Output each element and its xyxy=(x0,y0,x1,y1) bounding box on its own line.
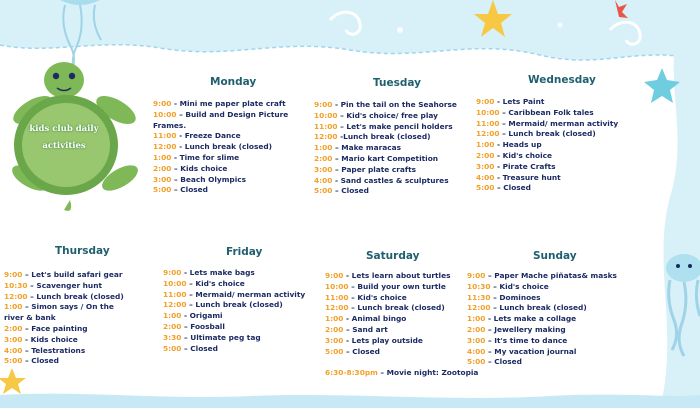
day-title-tuesday: Tuesday xyxy=(373,77,421,89)
activity-text: - Lets make a collage xyxy=(485,314,577,324)
activity-item xyxy=(163,290,305,301)
activity-item xyxy=(314,165,457,176)
activity-text: – Closed xyxy=(171,185,208,195)
activity-time: 1:00 xyxy=(476,140,495,150)
activity-item xyxy=(467,314,617,325)
activity-text: - Kid's choice xyxy=(494,150,553,160)
activity-time: 2:00 xyxy=(4,323,23,333)
activity-item xyxy=(476,119,618,130)
activity-text: – Make maracas xyxy=(332,143,401,153)
activity-text: – Telestrations xyxy=(22,345,86,355)
activity-text: – Closed xyxy=(22,356,59,366)
activity-item xyxy=(153,99,288,110)
activity-text: – Ultimate peg tag xyxy=(181,332,261,342)
day-title-sunday: Sunday xyxy=(533,250,577,262)
activity-time: 2:00 xyxy=(314,153,333,163)
activity-time: 9:00 xyxy=(4,270,23,279)
activity-text: - Lets play outside xyxy=(343,335,423,345)
activity-time: 12:00 xyxy=(314,132,338,142)
activity-text: - Animal bingo xyxy=(343,314,407,324)
activity-item xyxy=(153,153,288,164)
activity-text: - Sand castles & sculptures xyxy=(332,175,449,185)
activity-item xyxy=(314,122,457,133)
activity-time: 3:00 xyxy=(314,164,333,174)
activity-text: - Freeze Dance xyxy=(176,131,241,141)
activity-item xyxy=(325,347,450,358)
activity-time: 12:00 xyxy=(163,300,187,310)
activity-item xyxy=(325,336,450,347)
activity-time: 12:00 xyxy=(476,129,500,139)
activity-time: 2:00 xyxy=(467,324,486,334)
activity-time: 2:00 xyxy=(153,163,172,173)
activity-item xyxy=(163,300,305,311)
activity-time: 5:00 xyxy=(314,186,333,196)
activity-time: 10:00 xyxy=(153,109,177,119)
activity-item xyxy=(163,344,305,355)
activity-time: 11:00 xyxy=(153,131,177,141)
activity-text: - Lets make bags xyxy=(181,268,255,277)
activity-time: 12:00 xyxy=(467,303,491,313)
day-title-monday: Monday xyxy=(210,76,257,88)
activity-text: - Lets Paint xyxy=(494,97,545,106)
activity-item xyxy=(467,293,617,304)
activity-text: – Sand art xyxy=(343,324,388,334)
activity-text: - Treasure hunt xyxy=(494,172,561,182)
activity-list-thursday xyxy=(4,270,124,367)
activity-text: – Paper plate crafts xyxy=(332,164,417,174)
activity-text: – Lunch break (closed) xyxy=(348,303,445,313)
activity-text: – Kids choice xyxy=(171,163,228,173)
bottom-water xyxy=(0,394,700,408)
activity-text: - Pirate Crafts xyxy=(494,161,556,171)
activity-item xyxy=(314,186,457,197)
activity-time: 12:00 xyxy=(153,142,177,152)
activity-item xyxy=(314,111,457,122)
activity-item xyxy=(4,281,124,292)
activity-item xyxy=(476,151,618,162)
activity-item xyxy=(153,110,288,121)
activity-item xyxy=(476,183,618,194)
activity-time: 5:00 xyxy=(163,343,182,353)
activity-time: 2:00 xyxy=(163,321,182,331)
activity-text: - Origami xyxy=(181,311,223,321)
activity-time: 2:00 xyxy=(476,150,495,160)
activity-time: 10:00 xyxy=(314,110,338,120)
activity-time: 9:00 xyxy=(314,100,333,109)
activity-time: 5:00 xyxy=(4,356,23,366)
day-title-saturday: Saturday xyxy=(366,250,420,262)
activity-item xyxy=(467,347,617,358)
activity-text: – Paper Mache piñatas& masks xyxy=(485,271,617,280)
activity-item xyxy=(4,324,124,335)
activity-time: 9:00 xyxy=(325,271,344,280)
activity-time: 11:00 xyxy=(476,118,500,128)
activity-text: – Face painting xyxy=(22,323,88,333)
activity-item xyxy=(153,121,288,132)
activity-text: – Scavenger hunt xyxy=(27,280,102,290)
activity-item xyxy=(325,325,450,336)
activity-item xyxy=(476,140,618,151)
activity-item xyxy=(4,335,124,346)
activity-time: 11:00 xyxy=(163,289,187,299)
activity-text: – Beach Olympics xyxy=(171,174,247,184)
movie-night-note xyxy=(325,368,478,379)
day-title-wednesday: Wednesday xyxy=(528,74,596,86)
activity-text: – Build and Design Picture xyxy=(176,109,289,119)
activity-time: 3:00 xyxy=(476,161,495,171)
activity-time: 11:00 xyxy=(325,292,349,302)
activity-time: 5:00 xyxy=(467,357,486,367)
activity-text: – Closed xyxy=(343,346,380,356)
activity-time: 1:00 xyxy=(153,152,172,162)
activity-item xyxy=(476,162,618,173)
activity-item xyxy=(467,303,617,314)
activity-time: 11:30 xyxy=(467,292,491,302)
activity-text: – Let's build safari gear xyxy=(22,270,123,279)
activity-list-tuesday xyxy=(314,100,457,197)
activity-time: 10:30 xyxy=(4,280,28,290)
activity-item xyxy=(153,131,288,142)
activity-text: – Build your own turtle xyxy=(348,281,446,291)
activity-item xyxy=(467,357,617,368)
activity-time: 2:00 xyxy=(325,324,344,334)
activity-item xyxy=(4,356,124,367)
activity-time: 5:00 xyxy=(153,185,172,195)
activity-item xyxy=(314,176,457,187)
activity-time: 1:00 xyxy=(314,143,333,153)
activity-text: – Jewellery making xyxy=(485,324,566,334)
activity-time: 10:00 xyxy=(476,107,500,117)
activity-text: – Kid's choice xyxy=(186,278,245,288)
activity-time: 4:00 xyxy=(314,175,333,185)
starfish-icon xyxy=(0,368,26,394)
day-title-thursday: Thursday xyxy=(55,245,110,257)
activity-item xyxy=(163,322,305,333)
activity-time: 10:00 xyxy=(325,281,349,291)
activity-time: 3:00 xyxy=(4,334,23,344)
activity-item xyxy=(4,292,124,303)
activity-text: – Closed xyxy=(485,357,522,367)
top-water xyxy=(0,0,700,60)
activity-text: – Let's make pencil holders xyxy=(337,121,453,131)
activity-text: – Lunch break (closed) xyxy=(27,291,124,301)
activity-item xyxy=(153,142,288,153)
activity-text: – Lunch break (closed) xyxy=(186,300,283,310)
activity-text: - Kids choice xyxy=(22,334,78,344)
activity-text: – Kid's choice xyxy=(490,281,549,291)
activity-text: – Closed xyxy=(494,183,531,193)
activity-item xyxy=(325,314,450,325)
activity-item xyxy=(314,100,457,111)
activity-text: – Mermaid/ merman activity xyxy=(499,118,619,128)
activity-text: – Kid's choice/ free play xyxy=(337,110,438,120)
activity-item xyxy=(314,143,457,154)
activity-item xyxy=(467,271,617,282)
activity-time: 1:00 xyxy=(4,302,23,312)
activity-item xyxy=(4,346,124,357)
activity-text: – Foosball xyxy=(181,321,225,331)
activity-list-wednesday xyxy=(476,97,618,194)
activity-text: - Lunch break (closed) xyxy=(176,142,273,152)
activity-time: 9:00 xyxy=(163,268,182,277)
activity-text: – Lunch break (closed) xyxy=(490,303,587,313)
activity-item xyxy=(163,333,305,344)
activity-text: - Pin the tail on the Seahorse xyxy=(332,100,457,109)
activity-text: – Kid's choice xyxy=(348,292,407,302)
activity-time: 11:00 xyxy=(314,121,338,131)
activity-text: – Closed xyxy=(181,343,218,353)
activity-text: Frames. xyxy=(153,120,187,130)
activity-time: 4:00 xyxy=(476,172,495,182)
activity-time: 9:00 xyxy=(467,271,486,280)
activity-item xyxy=(325,303,450,314)
activity-item xyxy=(4,270,124,281)
activity-time: 5:00 xyxy=(476,183,495,193)
activity-item xyxy=(467,282,617,293)
movie-night-text: – Movie night: Zootopia xyxy=(377,368,479,377)
activity-time: 1:00 xyxy=(325,314,344,324)
activity-text: - Heads up xyxy=(494,140,542,150)
activity-item xyxy=(314,132,457,143)
activity-time: 1:00 xyxy=(163,311,182,321)
activity-time: 3:00 xyxy=(153,174,172,184)
activity-time: 12:00 xyxy=(325,303,349,313)
activity-item xyxy=(314,154,457,165)
activity-time: 3:00 xyxy=(325,335,344,345)
activity-item xyxy=(476,97,618,108)
activity-text: - Lets learn about turtles xyxy=(343,271,451,280)
activity-item xyxy=(163,268,305,279)
bubble-icon xyxy=(397,27,403,33)
activity-item xyxy=(325,282,450,293)
activity-list-saturday xyxy=(325,271,450,357)
activity-text: – Simon says / On the xyxy=(22,302,114,312)
activity-time: 10:00 xyxy=(163,278,187,288)
activity-time: 3:00 xyxy=(467,335,486,345)
activity-item xyxy=(325,271,450,282)
kids-club-badge: kids club daily activities xyxy=(29,124,99,151)
activity-text: – Dominoes xyxy=(490,292,541,302)
activity-time: 9:00 xyxy=(153,99,172,108)
activity-item xyxy=(163,311,305,322)
activity-list-monday xyxy=(153,99,288,196)
activity-text: – Closed xyxy=(332,186,369,196)
day-title-friday: Friday xyxy=(226,246,263,258)
activity-item xyxy=(153,175,288,186)
activity-text: river & bank xyxy=(4,313,56,323)
activity-text: -Lunch break (closed) xyxy=(337,132,431,142)
activity-item xyxy=(153,164,288,175)
activity-time: 9:00 xyxy=(476,97,495,106)
activity-text: – My vacation journal xyxy=(485,346,577,356)
activity-text: - Time for slime xyxy=(171,152,240,162)
activity-text: - Mini me paper plate craft xyxy=(171,99,286,108)
activity-item xyxy=(163,279,305,290)
activity-item xyxy=(4,302,124,313)
activity-time: 5:00 xyxy=(325,346,344,356)
activity-item xyxy=(476,173,618,184)
activity-item xyxy=(467,325,617,336)
activity-time: 1:00 xyxy=(467,314,486,324)
bubble-icon xyxy=(558,23,563,28)
movie-night-time: 6:30-8:30pm xyxy=(325,368,378,377)
activity-text: – Mermaid/ merman activity xyxy=(186,289,306,299)
activity-list-friday xyxy=(163,268,305,354)
activity-time: 4:00 xyxy=(467,346,486,356)
activity-time: 10:30 xyxy=(467,281,491,291)
activity-item xyxy=(467,336,617,347)
activity-time: 4:00 xyxy=(4,345,23,355)
activity-item xyxy=(325,293,450,304)
activity-list-sunday xyxy=(467,271,617,368)
activity-time: 12:00 xyxy=(4,291,28,301)
activity-time: 3:30 xyxy=(163,332,182,342)
activity-item xyxy=(476,129,618,140)
activity-item xyxy=(476,108,618,119)
activity-text: – Caribbean Folk tales xyxy=(499,107,594,117)
activity-text: – Lunch break (closed) xyxy=(499,129,596,139)
activity-item xyxy=(153,185,288,196)
activity-item xyxy=(4,313,124,324)
activity-text: – It's time to dance xyxy=(485,335,568,345)
activity-text: – Mario kart Competition xyxy=(332,153,439,163)
